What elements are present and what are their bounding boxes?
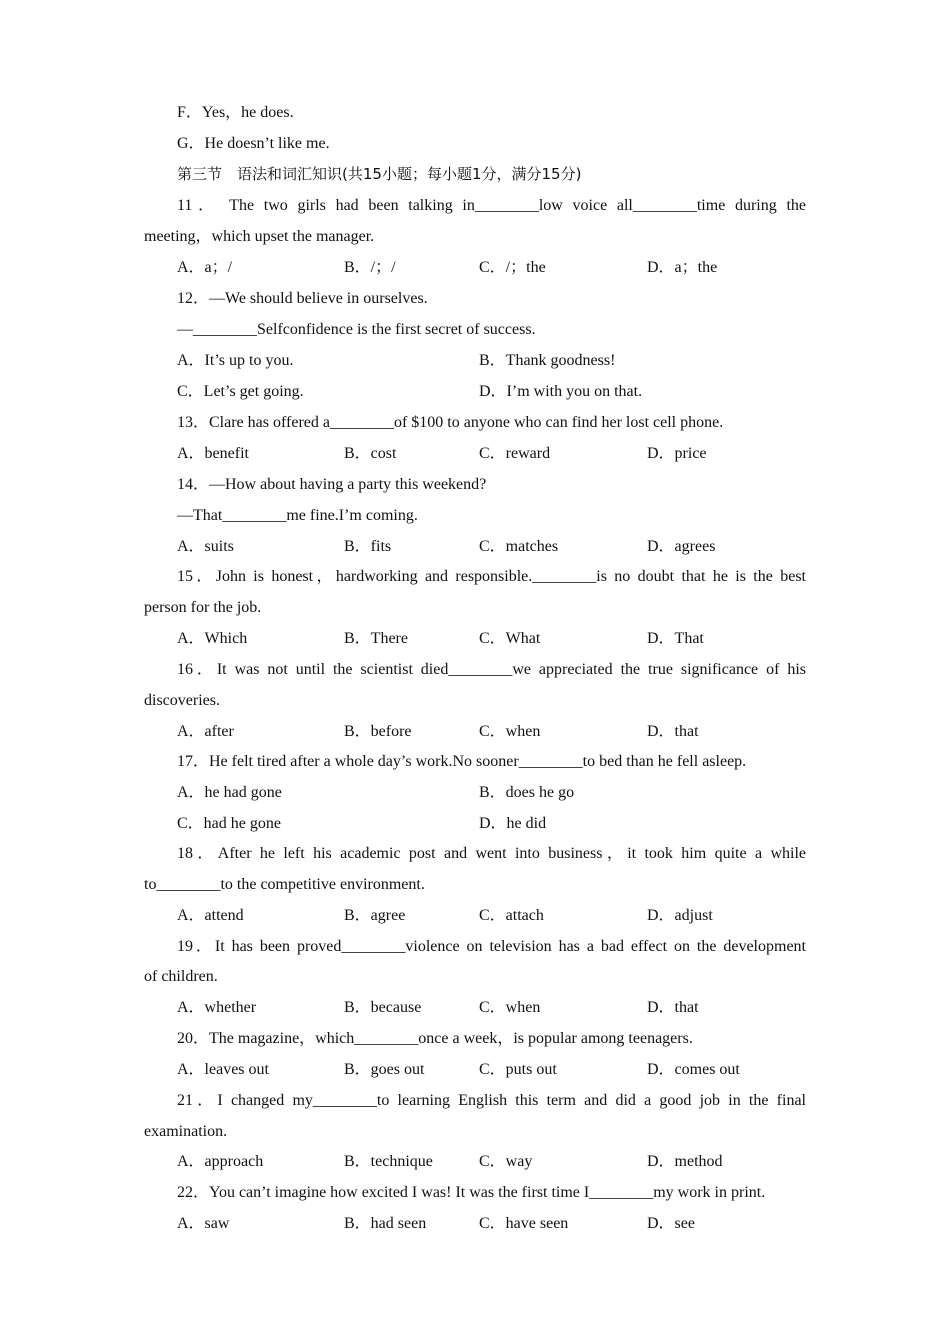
option-c[interactable]: C．reward	[479, 445, 551, 462]
section-heading: 第三节 语法和词汇知识(共15小题；每小题1分，满分15分)	[177, 165, 582, 183]
option-d[interactable]: D．I’m with you on that.	[479, 383, 643, 400]
option-a[interactable]: A．he had gone	[177, 784, 282, 801]
question-16-line-1: 16．It was not until the scientist died________we appreciated the true significance of his	[177, 661, 806, 678]
option-d[interactable]: D．that	[647, 999, 699, 1016]
option-d[interactable]: D．comes out	[647, 1061, 740, 1078]
option-c[interactable]: C．Let’s get going.	[177, 383, 304, 400]
option-c[interactable]: C．when	[479, 999, 541, 1016]
question-13-line-1: 13．Clare has offered a________of $100 to anyone who can find her lost cell phone.	[177, 414, 724, 431]
question-12-line-2: —________Selfconfidence is the first secret of success.	[177, 321, 536, 338]
question-12-options-row-2	[177, 376, 806, 407]
question-14-line-2: —That________me fine.I’m coming.	[177, 507, 418, 524]
option-d[interactable]: D．a；the	[647, 259, 718, 276]
option-a[interactable]: A．It’s up to you.	[177, 352, 294, 369]
option-d[interactable]: D．adjust	[647, 907, 713, 924]
option-c[interactable]: C．/；the	[479, 259, 546, 276]
question-15-line-1: 15．John is honest，hardworking and responsible.________is no doubt that he is the best	[177, 568, 806, 585]
option-d[interactable]: D．price	[647, 445, 707, 462]
option-a[interactable]: A．whether	[177, 999, 257, 1016]
question-11-line-1: 11． The two girls had been talking in________low voice all________time during the	[177, 197, 806, 214]
question-14-line-1: 14．—How about having a party this weekend?	[177, 476, 487, 493]
option-c[interactable]: C．What	[479, 630, 541, 647]
option-a[interactable]: A．approach	[177, 1153, 264, 1170]
option-a[interactable]: A．saw	[177, 1215, 230, 1232]
question-20-options	[177, 1054, 806, 1085]
question-17-options-row-2	[177, 808, 806, 839]
option-b[interactable]: B．before	[344, 723, 412, 740]
option-d[interactable]: D．he did	[479, 815, 547, 832]
option-b[interactable]: B．agree	[344, 907, 406, 924]
question-16-line-2: discoveries.	[144, 692, 220, 709]
option-c[interactable]: C．attach	[479, 907, 544, 924]
option-b[interactable]: B．because	[344, 999, 422, 1016]
option-d[interactable]: D．agrees	[647, 538, 716, 555]
question-19-line-2: of children.	[144, 968, 218, 985]
question-19-line-1: 19．It has been proved________violence on television has a bad effect on the development	[177, 938, 806, 955]
question-18-line-1: 18．After he left his academic post and went into business，it took him quite a while	[177, 845, 806, 862]
question-15-line-2: person for the job.	[144, 599, 262, 616]
question-21-line-2: examination.	[144, 1123, 228, 1140]
question-16-options	[177, 716, 806, 747]
option-c[interactable]: C．had he gone	[177, 815, 281, 832]
question-17-options-row-1	[177, 777, 806, 808]
question-11-line-2: meeting，which upset the manager.	[144, 228, 375, 245]
option-c[interactable]: C．matches	[479, 538, 559, 555]
option-d[interactable]: D．method	[647, 1153, 723, 1170]
option-c[interactable]: C．way	[479, 1153, 533, 1170]
question-13-options	[177, 438, 806, 469]
question-11-options	[177, 252, 806, 283]
question-12-options-row-1	[177, 345, 806, 376]
question-22-line-1: 22．You can’t imagine how excited I was! It was the first time I________my work in print.	[177, 1184, 766, 1201]
option-b[interactable]: B．Thank goodness!	[479, 352, 616, 369]
option-a[interactable]: A．Which	[177, 630, 248, 647]
option-b[interactable]: B．/；/	[344, 259, 396, 276]
option-a[interactable]: A．a；/	[177, 259, 233, 276]
question-14-options	[177, 531, 806, 562]
option-a[interactable]: A．suits	[177, 538, 234, 555]
option-c[interactable]: C．when	[479, 723, 541, 740]
question-18-line-2: to________to the competitive environment.	[144, 876, 425, 893]
question-22-options	[177, 1208, 806, 1239]
option-d[interactable]: D．see	[647, 1215, 695, 1232]
option-a[interactable]: A．leaves out	[177, 1061, 269, 1078]
option-b[interactable]: B．There	[344, 630, 408, 647]
option-b[interactable]: B．technique	[344, 1153, 433, 1170]
option-b[interactable]: B．does he go	[479, 784, 575, 801]
question-19-options	[177, 992, 806, 1023]
option-f-text: F．Yes，he does.	[177, 104, 294, 121]
option-d[interactable]: D．that	[647, 723, 699, 740]
option-a[interactable]: A．attend	[177, 907, 244, 924]
question-17-line-1: 17．He felt tired after a whole day’s work.No sooner________to bed than he fell asleep.	[177, 753, 747, 770]
question-15-options	[177, 623, 806, 654]
option-b[interactable]: B．had seen	[344, 1215, 427, 1232]
option-c[interactable]: C．puts out	[479, 1061, 557, 1078]
option-g-text: G．He doesn’t like me.	[177, 135, 330, 152]
option-a[interactable]: A．after	[177, 723, 234, 740]
option-c[interactable]: C．have seen	[479, 1215, 569, 1232]
question-12-line-1: 12．—We should believe in ourselves.	[177, 290, 428, 307]
question-21-options	[177, 1146, 806, 1177]
option-b[interactable]: B．cost	[344, 445, 397, 462]
option-b[interactable]: B．fits	[344, 538, 392, 555]
option-b[interactable]: B．goes out	[344, 1061, 425, 1078]
question-21-line-1: 21．I changed my________to learning English this term and did a good job in the final	[177, 1092, 806, 1109]
option-d[interactable]: D．That	[647, 630, 704, 647]
question-18-options	[177, 900, 806, 931]
question-20-line-1: 20．The magazine，which________once a week，is popular among teenagers.	[177, 1030, 693, 1047]
option-a[interactable]: A．benefit	[177, 445, 249, 462]
